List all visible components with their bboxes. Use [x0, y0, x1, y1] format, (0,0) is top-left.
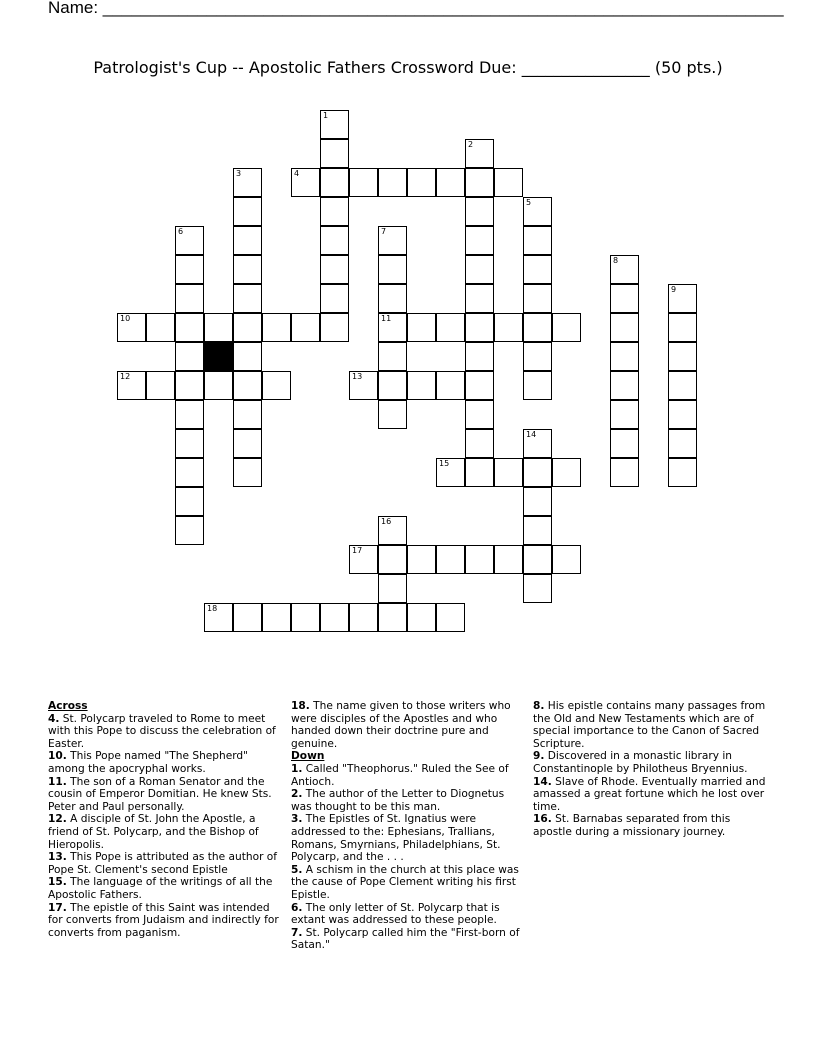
clue-across-4: 4. St. Polycarp traveled to Rome to meet with this Pope to discuss the celebration of Easter. [48, 712, 276, 750]
crossword-cell[interactable] [378, 516, 407, 545]
crossword-cell[interactable] [175, 313, 204, 342]
crossword-cell[interactable] [146, 313, 175, 342]
crossword-cell[interactable] [610, 400, 639, 429]
crossword-cell[interactable] [320, 226, 349, 255]
crossword-cell[interactable] [233, 342, 262, 371]
crossword-cell[interactable] [436, 545, 465, 574]
crossword-cell[interactable] [175, 400, 204, 429]
crossword-cell[interactable] [668, 458, 697, 487]
crossword-cell[interactable] [175, 487, 204, 516]
clue-down-5: 5. A schism in the church at this place was the cause of Pope Clement writing his first Epistle. [291, 863, 519, 901]
crossword-cell[interactable] [233, 313, 262, 342]
crossword-cell[interactable] [407, 168, 436, 197]
crossword-cell[interactable] [465, 400, 494, 429]
crossword-cell[interactable] [668, 429, 697, 458]
crossword-cell[interactable] [378, 545, 407, 574]
clue-down-16: 16. St. Barnabas separated from this apostle during a missionary journey. [533, 813, 731, 838]
crossword-cell[interactable] [175, 226, 204, 255]
black-square [204, 342, 233, 371]
crossword-cell[interactable] [262, 313, 291, 342]
clue-column-2 [291, 700, 523, 952]
crossword-cell[interactable] [233, 197, 262, 226]
clue-across-18: 18. The name given to those writers who were disciples of the Apostles and who handed down their doctrine pure and genuine. [291, 700, 511, 750]
crossword-cell[interactable] [262, 371, 291, 400]
crossword-cell[interactable] [523, 429, 552, 458]
crossword-cell[interactable] [175, 371, 204, 400]
crossword-cell[interactable] [465, 342, 494, 371]
crossword-cell[interactable] [552, 313, 581, 342]
crossword-cell[interactable] [146, 371, 175, 400]
crossword-cell[interactable] [523, 226, 552, 255]
crossword-cell[interactable] [465, 168, 494, 197]
cell-number: 8 [613, 256, 619, 265]
cell-number: 7 [381, 227, 387, 236]
crossword-cell[interactable] [349, 371, 378, 400]
crossword-cell[interactable] [436, 313, 465, 342]
crossword-cell[interactable] [349, 545, 378, 574]
crossword-cell[interactable] [233, 458, 262, 487]
cell-number: 2 [468, 140, 474, 149]
crossword-cell[interactable] [378, 313, 407, 342]
name-field[interactable]: Name: ________________________________________________________________________ [48, 0, 784, 17]
crossword-cell[interactable] [523, 516, 552, 545]
crossword-cell[interactable] [378, 168, 407, 197]
clue-down-9: 9. Discovered in a monastic library in Constantinople by Philotheus Bryennius. [533, 750, 748, 775]
crossword-cell[interactable] [668, 400, 697, 429]
crossword-cell[interactable] [610, 371, 639, 400]
cell-number: 13 [352, 372, 363, 381]
page-title: Patrologist's Cup -- Apostolic Fathers Crossword Due: ________________ (50 pts.) [93, 58, 723, 77]
crossword-cell[interactable] [407, 603, 436, 632]
crossword-cell[interactable] [233, 226, 262, 255]
crossword-cell[interactable] [436, 458, 465, 487]
crossword-cell[interactable] [320, 110, 349, 139]
crossword-cell[interactable] [262, 603, 291, 632]
crossword-cell[interactable] [204, 313, 233, 342]
crossword-cell[interactable] [117, 371, 146, 400]
crossword-cell[interactable] [668, 342, 697, 371]
crossword-cell[interactable] [320, 603, 349, 632]
clue-across-17: 17. The epistle of this Saint was intended for converts from Judaism and indirectly for converts from paganism. [48, 901, 279, 939]
crossword-cell[interactable] [465, 197, 494, 226]
crossword-cell[interactable] [378, 255, 407, 284]
crossword-cell[interactable] [465, 458, 494, 487]
crossword-cell[interactable] [175, 429, 204, 458]
clue-across-10: 10. This Pope named "The Shepherd" among the apocryphal works. [48, 750, 249, 775]
crossword-cell[interactable] [610, 313, 639, 342]
clue-across-11: 11. The son of a Roman Senator and the cousin of Emperor Domitian. He knew Sts. Peter and Paul personally. [48, 775, 272, 813]
clue-column-3 [533, 700, 768, 839]
clue-across-12: 12. A disciple of St. John the Apostle, a friend of St. Polycarp, and the Bishop of Hieropolis. [48, 813, 259, 851]
clue-down-2: 2. The author of the Letter to Diognetus was thought to be this man. [291, 788, 505, 813]
crossword-cell[interactable] [668, 284, 697, 313]
cell-number: 6 [178, 227, 184, 236]
crossword-cell[interactable] [523, 371, 552, 400]
cell-number: 18 [207, 604, 218, 613]
crossword-cell[interactable] [494, 458, 523, 487]
crossword-cell[interactable] [378, 603, 407, 632]
crossword-cell[interactable] [523, 197, 552, 226]
crossword-cell[interactable] [378, 371, 407, 400]
clue-down-6: 6. The only letter of St. Polycarp that is extant was addressed to these people. [291, 901, 500, 927]
crossword-cell[interactable] [523, 284, 552, 313]
cell-number: 14 [526, 430, 537, 439]
crossword-cell[interactable] [233, 255, 262, 284]
clue-across-13: 13. This Pope is attributed as the author of Pope St. Clement's second Epistle [48, 851, 278, 876]
crossword-cell[interactable] [378, 342, 407, 371]
cell-number: 10 [120, 314, 131, 323]
crossword-cell[interactable] [523, 487, 552, 516]
crossword-cell[interactable] [465, 545, 494, 574]
clue-across-15: 15. The language of the writings of all the Apostolic Fathers. [48, 876, 273, 901]
crossword-cell[interactable] [204, 603, 233, 632]
cell-number: 16 [381, 517, 392, 526]
crossword-cell[interactable] [610, 429, 639, 458]
clue-down-7: 7. St. Polycarp called him the "First-born of Satan." [291, 926, 520, 952]
crossword-cell[interactable] [465, 284, 494, 313]
down-heading: Down [291, 750, 325, 763]
crossword-cell[interactable] [407, 545, 436, 574]
crossword-cell[interactable] [378, 284, 407, 313]
crossword-cell[interactable] [668, 371, 697, 400]
crossword-cell[interactable] [175, 284, 204, 313]
crossword-cell[interactable] [407, 313, 436, 342]
clue-down-14: 14. Slave of Rhode. Eventually married and amassed a great fortune which he lost over time. [533, 775, 766, 813]
clue-down-8: 8. His epistle contains many passages from the Old and New Testaments which are of special importance to the Canon of Sacred Scripture. [533, 700, 766, 750]
crossword-cell[interactable] [494, 168, 523, 197]
crossword-cell[interactable] [668, 313, 697, 342]
crossword-cell[interactable] [552, 458, 581, 487]
crossword-cell[interactable] [436, 603, 465, 632]
crossword-cell[interactable] [117, 313, 146, 342]
cell-number: 3 [236, 169, 242, 178]
crossword-cell[interactable] [378, 574, 407, 603]
crossword-cell[interactable] [349, 168, 378, 197]
crossword-cell[interactable] [523, 313, 552, 342]
crossword-cell[interactable] [204, 371, 233, 400]
clue-down-3: 3. The Epistles of St. Ignatius were addressed to the: Ephesians, Trallians, Romans, Smyrnians, Philadelphians, St. Polycarp, and the . . . [291, 813, 501, 864]
crossword-cell[interactable] [320, 255, 349, 284]
crossword-cell[interactable] [320, 139, 349, 168]
crossword-cell[interactable] [610, 255, 639, 284]
crossword-cell[interactable] [465, 313, 494, 342]
crossword-cell[interactable] [465, 429, 494, 458]
crossword-cell[interactable] [610, 458, 639, 487]
crossword-cell[interactable] [320, 284, 349, 313]
crossword-cell[interactable] [291, 168, 320, 197]
crossword-cell[interactable] [175, 458, 204, 487]
crossword-cell[interactable] [175, 342, 204, 371]
crossword-cell[interactable] [610, 342, 639, 371]
crossword-cell[interactable] [320, 168, 349, 197]
crossword-cell[interactable] [349, 603, 378, 632]
crossword-cell[interactable] [233, 168, 262, 197]
crossword-cell[interactable] [523, 458, 552, 487]
cell-number: 11 [381, 314, 392, 323]
crossword-cell[interactable] [175, 516, 204, 545]
across-heading: Across [48, 700, 88, 712]
crossword-cell[interactable] [465, 371, 494, 400]
crossword-cell[interactable] [378, 226, 407, 255]
cell-number: 12 [120, 372, 131, 381]
crossword-cell[interactable] [233, 284, 262, 313]
crossword-cell[interactable] [407, 371, 436, 400]
crossword-cell[interactable] [465, 226, 494, 255]
crossword-cell[interactable] [378, 400, 407, 429]
crossword-cell[interactable] [494, 313, 523, 342]
cell-number: 9 [671, 285, 677, 294]
crossword-cell[interactable] [233, 400, 262, 429]
cell-number: 15 [439, 459, 450, 468]
crossword-cell[interactable] [291, 313, 320, 342]
crossword-cell[interactable] [523, 255, 552, 284]
crossword-cell[interactable] [523, 342, 552, 371]
clue-column-1 [48, 700, 280, 939]
crossword-cell[interactable] [320, 313, 349, 342]
crossword-cell[interactable] [320, 197, 349, 226]
crossword-cell[interactable] [436, 168, 465, 197]
cell-number: 4 [294, 169, 300, 178]
crossword-cell[interactable] [610, 284, 639, 313]
crossword-cell[interactable] [436, 371, 465, 400]
crossword-cell[interactable] [523, 574, 552, 603]
crossword-cell[interactable] [465, 255, 494, 284]
crossword-cell[interactable] [291, 603, 320, 632]
crossword-cell[interactable] [233, 371, 262, 400]
cell-number: 5 [526, 198, 532, 207]
cell-number: 1 [323, 111, 329, 120]
crossword-cell[interactable] [233, 603, 262, 632]
crossword-cell[interactable] [523, 545, 552, 574]
crossword-cell[interactable] [465, 139, 494, 168]
cell-number: 17 [352, 546, 363, 555]
crossword-cell[interactable] [552, 545, 581, 574]
crossword-cell[interactable] [175, 255, 204, 284]
crossword-cell[interactable] [233, 429, 262, 458]
clue-down-1: 1. Called "Theophorus." Ruled the See of Antioch. [291, 762, 509, 788]
crossword-cell[interactable] [494, 545, 523, 574]
